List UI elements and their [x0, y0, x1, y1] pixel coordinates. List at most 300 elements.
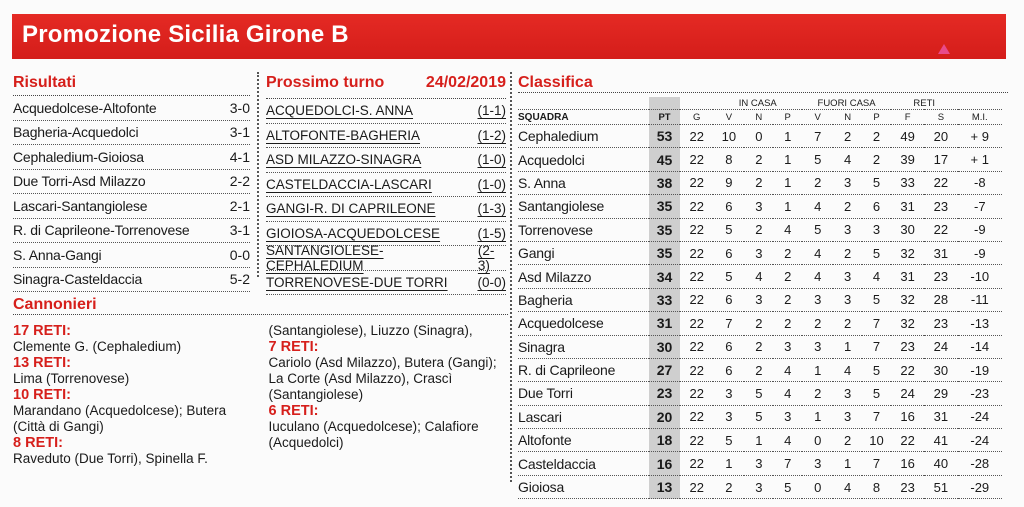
- cell-f: 32: [891, 241, 924, 264]
- cell-v2: 5: [802, 148, 833, 171]
- cell-v2: 2: [802, 312, 833, 335]
- cell-p1: 1: [773, 195, 802, 218]
- result-match: Cephaledium-Gioiosa: [13, 148, 144, 165]
- cell-p2: 2: [862, 148, 891, 171]
- cell-p2: 5: [862, 241, 891, 264]
- cell-n2: 4: [833, 148, 862, 171]
- table-column-header: [518, 110, 1002, 125]
- column-divider: [510, 72, 512, 482]
- fixture-previous: (1-0): [477, 176, 506, 192]
- result-score: 3-1: [229, 222, 250, 239]
- col-f: F: [891, 110, 924, 125]
- cell-mi: -9: [958, 241, 1002, 264]
- cell-v1: 5: [713, 265, 744, 288]
- cell-g: 22: [680, 312, 713, 335]
- cell-v2: 3: [802, 452, 833, 475]
- cell-f: 33: [891, 171, 924, 194]
- fixture-previous: (1-2): [477, 127, 506, 143]
- cell-pt: 45: [649, 148, 680, 171]
- goals-count: 7 RETI:: [268, 339, 319, 355]
- result-match: Bagheria-Acquedolci: [13, 124, 139, 141]
- cell-n2: 3: [833, 218, 862, 241]
- cell-team: Due Torri: [518, 382, 649, 405]
- cell-n1: 2: [744, 358, 773, 381]
- cell-pt: 23: [649, 382, 680, 405]
- table-row: [518, 312, 1002, 335]
- fixture-row: [266, 173, 506, 198]
- cell-g: 22: [680, 265, 713, 288]
- cell-v2: 4: [802, 241, 833, 264]
- result-score: 5-2: [229, 271, 250, 288]
- cell-g: 22: [680, 288, 713, 311]
- result-row: [13, 194, 250, 219]
- cell-p1: 5: [773, 475, 802, 498]
- cell-mi: -24: [958, 405, 1002, 428]
- cell-f: 39: [891, 148, 924, 171]
- prossimo-turno-date: 24/02/2019: [425, 74, 506, 91]
- fixture-previous: (1-3): [477, 201, 506, 217]
- cell-p2: 7: [862, 335, 891, 358]
- cell-f: 32: [891, 288, 924, 311]
- cell-g: 22: [680, 429, 713, 452]
- cell-v1: 6: [713, 335, 744, 358]
- cell-v2: 0: [802, 475, 833, 498]
- cell-p1: 4: [773, 358, 802, 381]
- cell-n1: 0: [744, 125, 773, 148]
- cell-mi: -23: [958, 382, 1002, 405]
- result-row: [13, 219, 250, 244]
- cell-mi: + 9: [958, 125, 1002, 148]
- cell-mi: -8: [958, 171, 1002, 194]
- cell-mi: -10: [958, 265, 1002, 288]
- table-row: [518, 265, 1002, 288]
- table-row: [518, 452, 1002, 475]
- cell-v1: 6: [713, 241, 744, 264]
- col-p-casa: P: [773, 110, 802, 125]
- cell-v1: 8: [713, 148, 744, 171]
- result-match: R. di Caprileone-Torrenovese: [13, 222, 190, 239]
- cell-v2: 5: [802, 218, 833, 241]
- table-row: [518, 358, 1002, 381]
- cell-pt: 33: [649, 288, 680, 311]
- result-row: [13, 243, 250, 268]
- cell-g: 22: [680, 382, 713, 405]
- cell-v2: 3: [802, 335, 833, 358]
- risultati-section: [13, 74, 250, 292]
- cell-p2: 3: [862, 218, 891, 241]
- table-group-header: [518, 97, 1002, 110]
- cell-n1: 3: [744, 241, 773, 264]
- cell-mi: -14: [958, 335, 1002, 358]
- cannonieri-right-column: [269, 323, 509, 467]
- cell-p2: 5: [862, 288, 891, 311]
- cell-mi: -7: [958, 195, 1002, 218]
- cell-n1: 1: [744, 429, 773, 452]
- cell-p2: 7: [862, 312, 891, 335]
- cell-s: 23: [924, 312, 957, 335]
- table-row: [518, 382, 1002, 405]
- cell-n2: 2: [833, 195, 862, 218]
- result-match: Sinagra-Casteldaccia: [13, 271, 143, 288]
- cell-team: Casteldaccia: [518, 452, 649, 475]
- cell-s: 28: [924, 288, 957, 311]
- cell-pt: 35: [649, 241, 680, 264]
- cell-s: 51: [924, 475, 957, 498]
- fixture-match: TORRENOVESE-DUE TORRI: [266, 274, 448, 290]
- fixture-match: CASTELDACCIA-LASCARI: [266, 176, 432, 192]
- cell-p1: 2: [773, 288, 802, 311]
- cell-n2: 3: [833, 288, 862, 311]
- cell-team: Asd Milazzo: [518, 265, 649, 288]
- cell-g: 22: [680, 195, 713, 218]
- result-score: 4-1: [229, 148, 250, 165]
- table-row: [518, 405, 1002, 428]
- fixture-match: GIOIOSA-ACQUEDOLCESE: [266, 225, 441, 241]
- prossimo-turno-header: [266, 74, 506, 99]
- standings-table: [518, 97, 1002, 499]
- cell-s: 41: [924, 429, 957, 452]
- triangle-mark-icon: [938, 44, 950, 54]
- fixture-match: GANGI-R. DI CAPRILEONE: [266, 201, 436, 217]
- cell-pt: 38: [649, 171, 680, 194]
- result-score: 2-2: [229, 173, 250, 190]
- table-row: [518, 475, 1002, 498]
- cell-n2: 3: [833, 382, 862, 405]
- cell-pt: 53: [649, 125, 680, 148]
- cell-v1: 6: [713, 288, 744, 311]
- col-p-fuori: P: [862, 110, 891, 125]
- result-row: [13, 268, 250, 293]
- result-row: [13, 145, 250, 170]
- fixture-previous: (1-5): [477, 225, 506, 241]
- cell-pt: 30: [649, 335, 680, 358]
- cell-team: Torrenovese: [518, 218, 649, 241]
- cell-n2: 1: [833, 335, 862, 358]
- cell-v2: 3: [802, 288, 833, 311]
- cell-team: Gangi: [518, 241, 649, 264]
- cell-g: 22: [680, 171, 713, 194]
- cell-p2: 6: [862, 195, 891, 218]
- cannonieri-left-column: [13, 323, 253, 467]
- cell-v1: 2: [713, 475, 744, 498]
- cell-mi: -13: [958, 312, 1002, 335]
- cell-team: R. di Caprileone: [518, 358, 649, 381]
- fixture-match: SANTANGIOLESE-CEPHALEDIUM: [266, 242, 384, 273]
- cell-v1: 9: [713, 171, 744, 194]
- in-casa-header: IN CASA: [713, 97, 802, 110]
- cell-team: Lascari: [518, 405, 649, 428]
- cell-n2: 1: [833, 452, 862, 475]
- cell-v1: 6: [713, 195, 744, 218]
- cell-pt: 31: [649, 312, 680, 335]
- cell-p1: 2: [773, 312, 802, 335]
- goals-count: 10 RETI:: [13, 387, 72, 403]
- fixture-previous: (1-1): [477, 103, 506, 119]
- cell-s: 31: [924, 241, 957, 264]
- cell-p1: 2: [773, 265, 802, 288]
- scorer-names: Lima (Torrenovese): [13, 371, 130, 386]
- cell-n1: 2: [744, 171, 773, 194]
- table-row: [518, 171, 1002, 194]
- cell-s: 22: [924, 218, 957, 241]
- cell-p2: 5: [862, 382, 891, 405]
- cell-n1: 5: [744, 405, 773, 428]
- scorer-names: Cariolo (Asd Milazzo), Butera (Gangi); La Corte (Asd Milazzo), Crascì (Santangiolese): [268, 355, 497, 402]
- cell-team: S. Anna: [518, 171, 649, 194]
- cell-f: 23: [891, 335, 924, 358]
- cell-f: 23: [891, 475, 924, 498]
- cell-team: Bagheria: [518, 288, 649, 311]
- cell-p2: 7: [862, 405, 891, 428]
- scorer-names: Iuculano (Acquedolcese); Calafiore (Acquedolci): [268, 419, 479, 450]
- cell-mi: -19: [958, 358, 1002, 381]
- cell-f: 22: [891, 429, 924, 452]
- result-row: [13, 96, 250, 121]
- cell-n1: 3: [744, 195, 773, 218]
- cell-f: 24: [891, 382, 924, 405]
- cell-f: 31: [891, 195, 924, 218]
- cell-p1: 1: [773, 148, 802, 171]
- cell-p1: 4: [773, 218, 802, 241]
- cell-pt: 27: [649, 358, 680, 381]
- cell-p2: 8: [862, 475, 891, 498]
- cell-mi: -29: [958, 475, 1002, 498]
- table-row: [518, 288, 1002, 311]
- cell-s: 29: [924, 382, 957, 405]
- cell-f: 32: [891, 312, 924, 335]
- fixture-match: ACQUEDOLCI-S. ANNA: [266, 103, 414, 119]
- risultati-title: Risultati: [13, 74, 250, 96]
- col-n-fuori: N: [833, 110, 862, 125]
- cell-pt: 18: [649, 429, 680, 452]
- goals-count: 13 RETI:: [13, 355, 72, 371]
- scorer-names: Clemente G. (Cephaledium): [13, 339, 182, 354]
- cell-n1: 2: [744, 335, 773, 358]
- col-mi: M.I.: [958, 110, 1002, 125]
- cell-pt: 13: [649, 475, 680, 498]
- table-row: [518, 429, 1002, 452]
- result-row: [13, 121, 250, 146]
- fixture-previous: (1-0): [477, 152, 506, 168]
- cell-n1: 3: [744, 475, 773, 498]
- col-squadra: SQUADRA: [518, 110, 649, 125]
- cell-f: 22: [891, 358, 924, 381]
- goals-count: 6 RETI:: [268, 403, 319, 419]
- fixture-row: [266, 99, 506, 124]
- cell-s: 30: [924, 358, 957, 381]
- cell-mi: -9: [958, 218, 1002, 241]
- cell-v1: 6: [713, 358, 744, 381]
- fixture-match: ASD MILAZZO-SINAGRA: [266, 152, 422, 168]
- result-score: 3-0: [229, 99, 250, 116]
- cell-v2: 1: [802, 405, 833, 428]
- fixture-row: [266, 197, 506, 222]
- cell-n1: 4: [744, 265, 773, 288]
- col-n-casa: N: [744, 110, 773, 125]
- result-match: Lascari-Santangiolese: [13, 197, 148, 214]
- cell-v1: 1: [713, 452, 744, 475]
- col-v-fuori: V: [802, 110, 833, 125]
- cell-v2: 4: [802, 195, 833, 218]
- goals-count: 17 RETI:: [13, 323, 72, 339]
- cell-n2: 3: [833, 265, 862, 288]
- cell-p2: 5: [862, 358, 891, 381]
- cell-p2: 4: [862, 265, 891, 288]
- cell-pt: 35: [649, 195, 680, 218]
- cell-v2: 2: [802, 382, 833, 405]
- cell-p1: 3: [773, 335, 802, 358]
- cell-pt: 34: [649, 265, 680, 288]
- classifica-section: [518, 74, 1008, 499]
- cell-p1: 2: [773, 241, 802, 264]
- cell-n1: 2: [744, 218, 773, 241]
- cell-s: 17: [924, 148, 957, 171]
- cell-n2: 3: [833, 405, 862, 428]
- fixture-match: ALTOFONTE-BAGHERIA: [266, 127, 421, 143]
- cell-p1: 1: [773, 125, 802, 148]
- cell-n2: 2: [833, 429, 862, 452]
- header-banner: [12, 14, 1006, 59]
- cell-n1: 3: [744, 288, 773, 311]
- reti-header: RETI: [891, 97, 958, 110]
- prossimo-turno-title: Prossimo turno: [266, 74, 385, 91]
- col-v-casa: V: [713, 110, 744, 125]
- fixture-row: [266, 271, 506, 296]
- prossimo-turno-section: [266, 74, 506, 295]
- result-score: 3-1: [229, 124, 250, 141]
- cell-v2: 2: [802, 171, 833, 194]
- cell-team: Sinagra: [518, 335, 649, 358]
- cell-v1: 5: [713, 429, 744, 452]
- cell-p2: 5: [862, 171, 891, 194]
- cell-n2: 2: [833, 241, 862, 264]
- cell-s: 23: [924, 265, 957, 288]
- table-row: [518, 335, 1002, 358]
- page-title: Promozione Sicilia Girone B: [22, 21, 349, 48]
- cell-p1: 1: [773, 171, 802, 194]
- cell-team: Gioiosa: [518, 475, 649, 498]
- cell-n2: 4: [833, 475, 862, 498]
- goals-count: 8 RETI:: [13, 435, 63, 451]
- cell-n1: 3: [744, 452, 773, 475]
- cell-f: 31: [891, 265, 924, 288]
- cell-mi: -28: [958, 452, 1002, 475]
- cell-g: 22: [680, 241, 713, 264]
- cell-g: 22: [680, 475, 713, 498]
- result-match: Acquedolcese-Altofonte: [13, 99, 157, 116]
- cell-g: 22: [680, 335, 713, 358]
- col-pt: PT: [649, 110, 680, 125]
- scorer-names: (Santangiolese), Liuzzo (Sinagra),: [268, 323, 473, 338]
- table-row: [518, 241, 1002, 264]
- cell-n2: 3: [833, 171, 862, 194]
- cell-mi: + 1: [958, 148, 1002, 171]
- cell-p1: 4: [773, 382, 802, 405]
- cell-n2: 4: [833, 358, 862, 381]
- cell-team: Acquedolcese: [518, 312, 649, 335]
- scorer-names: Marandano (Acquedolcese); Butera (Città di Gangi): [13, 403, 227, 434]
- cell-s: 31: [924, 405, 957, 428]
- cell-n1: 2: [744, 312, 773, 335]
- fixture-row: [266, 242, 506, 273]
- col-s: S: [924, 110, 957, 125]
- cell-p2: 10: [862, 429, 891, 452]
- cell-team: Santangiolese: [518, 195, 649, 218]
- cell-p2: 7: [862, 452, 891, 475]
- fixture-previous: (2-3): [477, 242, 495, 273]
- result-score: 2-1: [229, 197, 250, 214]
- cannonieri-title: Cannonieri: [13, 296, 508, 315]
- cell-g: 22: [680, 148, 713, 171]
- cell-mi: -11: [958, 288, 1002, 311]
- classifica-title: Classifica: [518, 74, 1008, 93]
- cell-p1: 4: [773, 429, 802, 452]
- fixture-previous: (0-0): [477, 274, 506, 290]
- cell-p1: 3: [773, 405, 802, 428]
- cell-team: Cephaledium: [518, 125, 649, 148]
- cell-n1: 5: [744, 382, 773, 405]
- cannonieri-section: [13, 296, 508, 467]
- cell-v1: 7: [713, 312, 744, 335]
- cell-v1: 3: [713, 405, 744, 428]
- cell-s: 24: [924, 335, 957, 358]
- cell-g: 22: [680, 405, 713, 428]
- cell-f: 49: [891, 125, 924, 148]
- cell-p2: 2: [862, 125, 891, 148]
- table-row: [518, 148, 1002, 171]
- cell-v2: 7: [802, 125, 833, 148]
- scorer-names: Raveduto (Due Torri), Spinella F.: [13, 451, 208, 466]
- cell-v1: 5: [713, 218, 744, 241]
- cell-s: 22: [924, 171, 957, 194]
- fixture-row: [266, 124, 506, 149]
- cell-v1: 3: [713, 382, 744, 405]
- result-match: S. Anna-Gangi: [13, 246, 102, 263]
- table-row: [518, 125, 1002, 148]
- cell-pt: 20: [649, 405, 680, 428]
- cell-f: 16: [891, 405, 924, 428]
- cell-g: 22: [680, 218, 713, 241]
- cell-f: 16: [891, 452, 924, 475]
- cell-g: 22: [680, 358, 713, 381]
- cell-v2: 4: [802, 265, 833, 288]
- result-row: [13, 170, 250, 195]
- result-score: 0-0: [229, 246, 250, 263]
- cell-v1: 10: [713, 125, 744, 148]
- cell-pt: 16: [649, 452, 680, 475]
- cell-s: 40: [924, 452, 957, 475]
- cell-g: 22: [680, 125, 713, 148]
- table-row: [518, 218, 1002, 241]
- cell-s: 20: [924, 125, 957, 148]
- cell-s: 23: [924, 195, 957, 218]
- cell-v2: 0: [802, 429, 833, 452]
- cell-g: 22: [680, 452, 713, 475]
- fuori-casa-header: FUORI CASA: [802, 97, 891, 110]
- col-g: G: [680, 110, 713, 125]
- cell-team: Altofonte: [518, 429, 649, 452]
- cell-team: Acquedolci: [518, 148, 649, 171]
- cell-mi: -24: [958, 429, 1002, 452]
- cell-n1: 2: [744, 148, 773, 171]
- cell-pt: 35: [649, 218, 680, 241]
- fixture-row: [266, 148, 506, 173]
- table-row: [518, 195, 1002, 218]
- cell-f: 30: [891, 218, 924, 241]
- cell-n2: 2: [833, 312, 862, 335]
- cell-p1: 7: [773, 452, 802, 475]
- result-match: Due Torri-Asd Milazzo: [13, 173, 146, 190]
